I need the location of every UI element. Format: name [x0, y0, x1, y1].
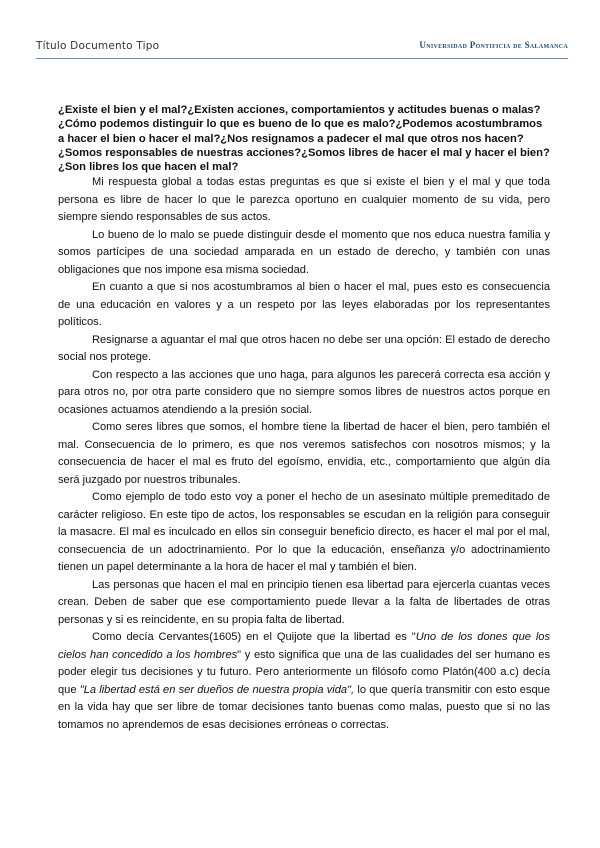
paragraph-8: Las personas que hacen el mal en principio tienen esa libertad para ejercerla cuantas veces crean. Deben de saber que ese comportamiento puede llevar a la falta de libertades de otras personas y si es reincidente, en su propia falta de libertad. [58, 578, 550, 626]
cervantes-quote: Uno de los dones que los cielos han concedido a los hombres [58, 631, 551, 661]
university-name: Universidad Pontificia de Salamanca [419, 40, 568, 50]
paragraph-7: Como ejemplo de todo esto voy a poner el hecho de un asesinato múltiple premeditado de carácter religioso. En este tipo de actos, los responsables se escudan en la religión para conseguir la masacre. El mal es inculcado en ellos sin conseguir beneficio directo, es hacer el mal por el mal, consecuencia de un adoctrinamiento. Por lo que la educación, enseñanza y/o adoctrinamiento tienen un papel determinante a la hora de hacer el mal y también el bien. [58, 491, 550, 574]
paragraph-9-text-1: Como decía Cervantes(1605) en el Quijote que la libertad es " [92, 631, 416, 644]
questions-heading: ¿Existe el bien y el mal?¿Existen acciones, comportamientos y actitudes buenas o malas?¿Cómo podemos distinguir lo que es bueno de lo que es malo?¿Podemos acostumbramos a hacer el bien o hacer el mal?¿Nos resignamos a padecer el mal que otros nos hacen?¿Somos responsables de nuestras acciones?¿Somos libres de hacer el mal y hacer el bien?¿Son libres los que hacen el mal? [58, 104, 550, 174]
header-divider [36, 58, 568, 59]
document-title: Título Documento Tipo [36, 40, 160, 52]
platon-quote: "La libertad está en ser dueños de nuestra propia vida", [79, 683, 355, 696]
paragraph-4: Resignarse a aguantar el mal que otros hacen no debe ser una opción: El estado de derecho social nos protege. [58, 333, 550, 364]
paragraph-9-text-2: " y esto significa que una de las cualidades del ser humano es poder elegir tus decisiones y tu futuro. Pero anteriormente un filósofo como Platón(400 a.c) decía que [58, 648, 551, 696]
document-body [58, 103, 550, 734]
paragraph-9 [58, 629, 550, 734]
page-header [36, 36, 568, 58]
paragraph-2: Lo bueno de lo malo se puede distinguir desde el momento que nos educa nuestra familia y somos partícipes de una sociedad amparada en un estado de derecho, y también con unas obligaciones que nos impone esa misma sociedad. [58, 228, 550, 276]
paragraph-9-text-3: lo que quería transmitir con esto esque en la vida hay que ser libre de tomar decisiones tanto buenas como malas, puesto que si no las tomamos no aprendemos de esas decisiones erróneas o correctas. [58, 683, 551, 731]
paragraph-6: Como seres libres que somos, el hombre tiene la libertad de hacer el bien, pero también el mal. Consecuencia de lo primero, es que nos veremos satisfechos con nosotros mismos; y la consecuencia de hacer el mal es fruto del egoísmo, envidia, etc., comportamiento que algún día será juzgado por nuestros tribunales. [58, 421, 550, 486]
paragraph-1: Mi respuesta global a todas estas preguntas es que si existe el bien y el mal y que toda persona es libre de hacer lo que le parezca oportuno en cualquier momento de su vida, pero siempre siendo responsables de sus actos. [58, 176, 550, 224]
paragraph-3: En cuanto a que si nos acostumbramos al bien o hacer el mal, pues esto es consecuencia de una educación en valores y a un respeto por las leyes elaboradas por los representantes políticos. [58, 281, 550, 329]
paragraph-5: Con respecto a las acciones que uno haga, para algunos les parecerá correcta esa acción y para otros no, por otra parte considero que no siempre somos libres de nuestros actos porque en ocasiones actuamos atendiendo a la presión social. [58, 368, 550, 416]
